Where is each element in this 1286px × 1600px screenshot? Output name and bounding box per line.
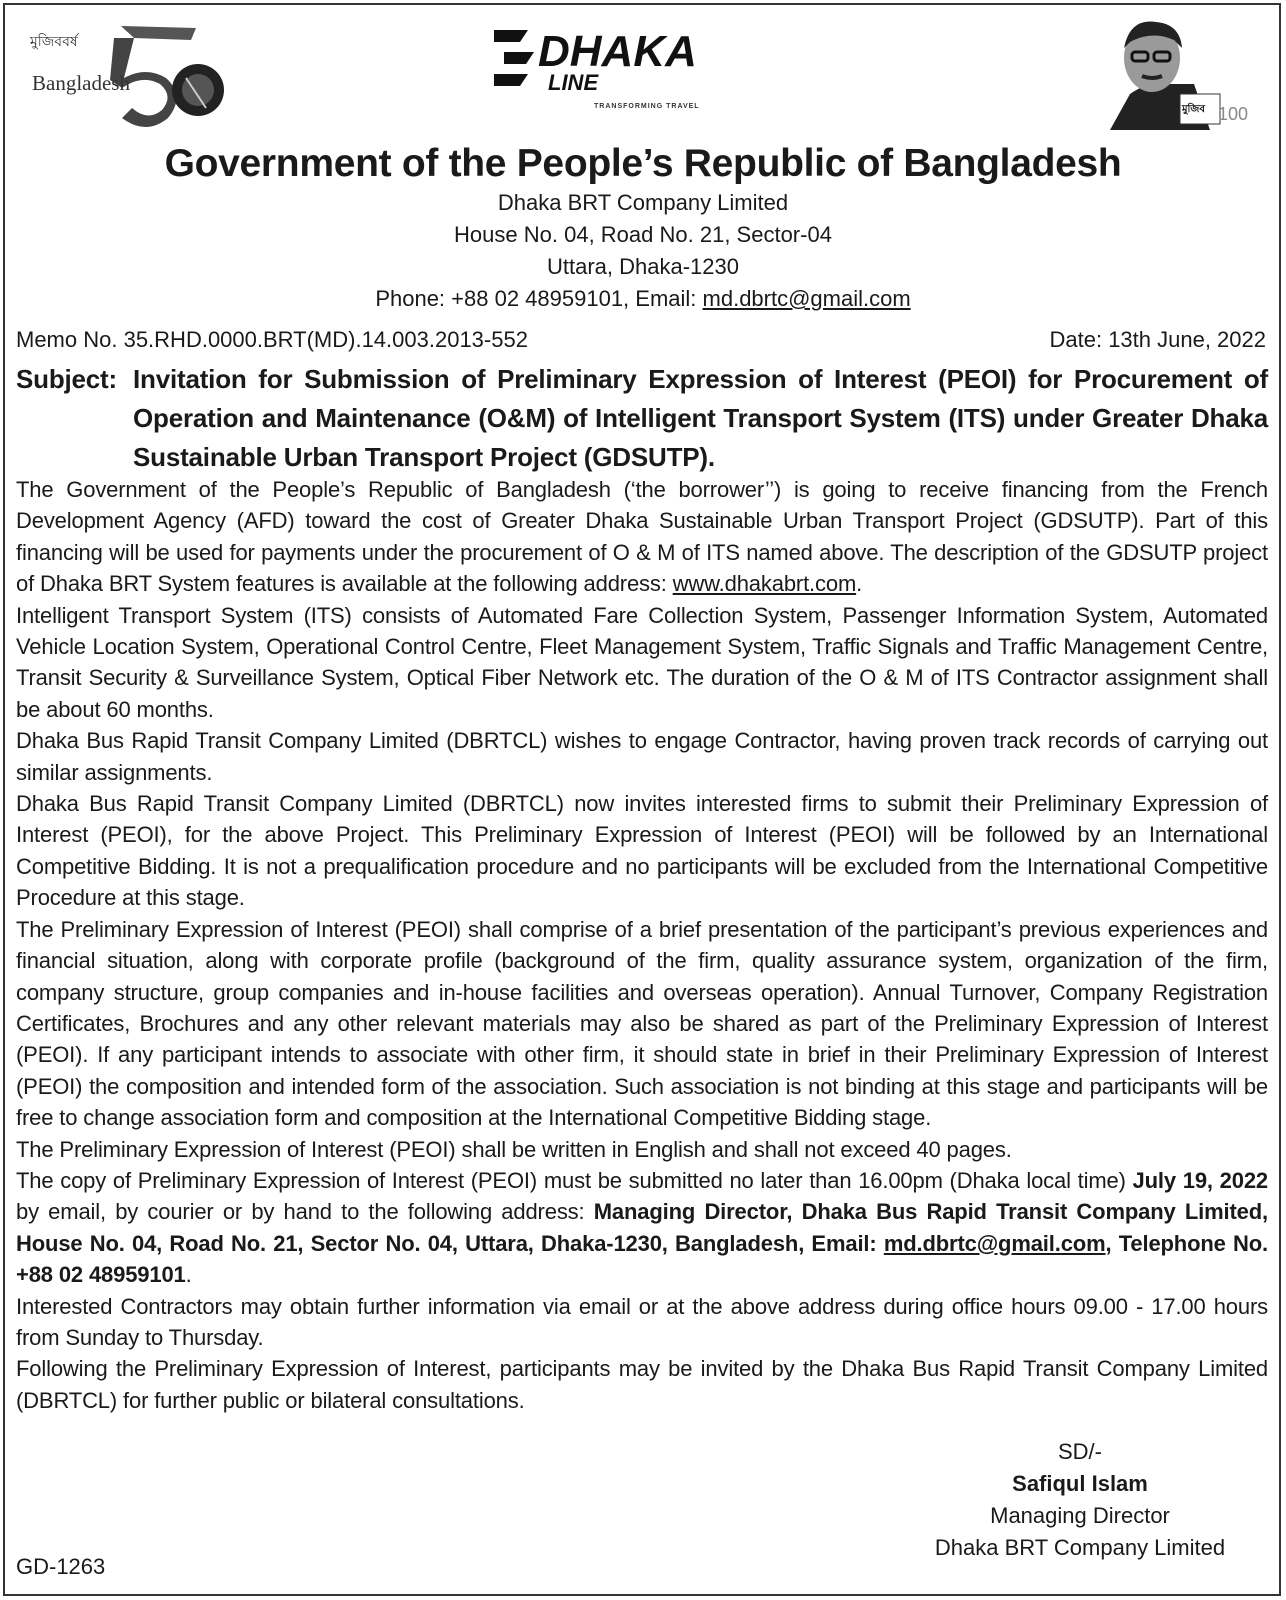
page-title: Government of the People’s Republic of Bangladesh <box>164 142 1122 185</box>
paragraph-invitation: Dhaka Bus Rapid Transit Company Limited (DBRTCL) now invites interested firms to submit their Preliminary Expression of Interest (PEOI), for the above Project. This Preliminary Expression of Interest (PEOI) will be followed by an International Competitive Bidding. It is not a prequalification procedure and no participants will be excluded from the International Competitive Procedure at this stage. <box>16 791 1268 911</box>
submission-text-b: by email, by courier or by hand to the following address: <box>16 1199 594 1225</box>
website-link[interactable]: www.dhakabrt.com <box>672 571 857 597</box>
subject <box>16 360 1268 477</box>
contact-line <box>0 284 1286 314</box>
memo-number: Memo No. 35.RHD.0000.BRT(MD).14.003.2013-552 <box>16 327 528 352</box>
header-email-link[interactable]: md.dbrtc@gmail.com <box>702 286 911 311</box>
signature-sd: SD/- <box>1058 1439 1102 1464</box>
logo-left-country: Bangladesh <box>32 71 130 95</box>
address-line-2: Uttara, Dhaka-1230 <box>547 254 739 279</box>
bangladesh-50-logo <box>26 18 226 130</box>
paragraph-language: The Preliminary Expression of Interest (PEOI) shall be written in English and shall not exceed 40 pages. <box>16 1136 1012 1162</box>
signatory-name: Safiqul Islam <box>1012 1471 1148 1496</box>
submission-phone: Telephone No. +88 02 48959101 <box>16 1230 1269 1288</box>
logo-sub: LINE <box>548 70 599 95</box>
address-line-1: House No. 04, Road No. 21, Sector-04 <box>454 222 832 247</box>
paragraph-consultations: Following the Preliminary Expression of Interest, participants may be invited by the Dhaka Bus Rapid Transit Company Limited (DBRTCL) for further public or bilateral consultations. <box>16 1356 1268 1413</box>
phone-text: Phone: +88 02 48959101, Email: <box>375 286 703 311</box>
signatory-designation: Managing Director <box>990 1503 1170 1528</box>
paragraph-financing-text: The Government of the People’s Republic of Bangladesh (‘the borrower’’) is going to receive financing from the French Development Agency (AFD) toward the cost of Greater Dhaka Sustainable Urban Transport Project (GDSUTP). Part of this financing will be used for payments under the procurement of O & M of ITS named above. The description of the GDSUTP project of Dhaka BRT System features is available at the following address: <box>16 477 1268 597</box>
submission-deadline: July 19, 2022 <box>1132 1167 1268 1193</box>
paragraph-its-scope: Intelligent Transport System (ITS) consists of Automated Fare Collection System, Passenger Information System, Automated Vehicle Location System, Operational Control Centre, Fleet Management System, Traffic Signals and Traffic Management Centre, Transit Security & Surveillance System, Optical Fiber Network etc. The duration of the O & M of ITS Contractor assignment shall be about 60 months. <box>16 602 1268 722</box>
paragraph-financing: The Government of the People’s Republic of Bangladesh (‘the borrower’’) is going to receive financing from the French Development Agency (AFD) toward the cost of Greater Dhaka Sustainable Urban Transport Project (GDSUTP). Part of this financing will be used for payments under the procurement of O & M of ITS named above. The description of the GDSUTP project of Dhaka BRT System features is available at the following address: www.dhakabrt.com. <box>16 477 1268 597</box>
logo-left-bangla: মুজিববর্ষ <box>30 34 78 50</box>
paragraph-office-hours: Interested Contractors may obtain further information via email or at the above address during office hours 09.00 - 17.00 hours from Sunday to Thursday. <box>16 1293 1268 1350</box>
submission-address: Managing Director, Dhaka Bus Rapid Transit Company Limited, House No. 04, Road No. 21, Sector No. 04, Uttara, Dhaka-1230, Bangladesh, Email: <box>16 1199 1268 1256</box>
mujib-100-logo <box>1100 14 1250 130</box>
dhaka-line-logo <box>494 22 704 117</box>
subject-text: Invitation for Submission of Preliminary Expression of Interest (PEOI) for Procurement of Operation and Maintenance (O&M) of Intelligent Transport System (ITS) under Greater Dhaka Sustainable Urban Transport Project (GDSUTP). <box>133 364 1268 472</box>
subject-label: Subject: <box>16 364 117 394</box>
company-name: Dhaka BRT Company Limited <box>497 190 789 215</box>
logo-tagline: TRANSFORMING TRAVEL <box>594 103 700 110</box>
paragraph-submission <box>16 1165 1268 1291</box>
notice-body <box>16 474 1268 1416</box>
logo-right-bangla: মুজিব <box>1182 104 1205 115</box>
gd-code: GD-1263 <box>16 1554 106 1579</box>
memo-row <box>16 325 1266 355</box>
paragraph-engagement: Dhaka Bus Rapid Transit Company Limited (DBRTCL) wishes to engage Contractor, having proven track records of carrying out similar assignments. <box>16 728 1268 785</box>
submission-text-a: The copy of Preliminary Expression of Interest (PEOI) must be submitted no later than 16.00pm (Dhaka local time) <box>16 1167 1133 1193</box>
memo-date: Date: 13th June, 2022 <box>1049 327 1266 352</box>
logo-right-number: 100 <box>1218 104 1249 124</box>
logo-brand: DHAKA <box>538 27 697 76</box>
paragraph-peoi-content: The Preliminary Expression of Interest (PEOI) shall comprise of a brief presentation of the participant’s previous experiences and financial situation, along with corporate profile (background of the firm, quality assurance system, organization of the firm, company structure, group companies and in-house facilities and overseas operation). Annual Turnover, Company Registration Certificates, Brochures and any other relevant materials may also be shared as part of the Preliminary Expression of Interest (PEOI). If any participant intends to associate with other firm, it should state in brief in their Preliminary Expression of Interest (PEOI) the composition and intended form of the association. Such association is not binding at this stage and participants will be free to change association form and composition at the International Competitive Bidding stage. <box>16 916 1268 1131</box>
submission-comma: , <box>1105 1230 1112 1256</box>
signatory-company: Dhaka BRT Company Limited <box>934 1535 1226 1560</box>
submission-email-link[interactable]: md.dbrtc@gmail.com <box>883 1230 1106 1256</box>
submission-end: . <box>185 1262 192 1288</box>
